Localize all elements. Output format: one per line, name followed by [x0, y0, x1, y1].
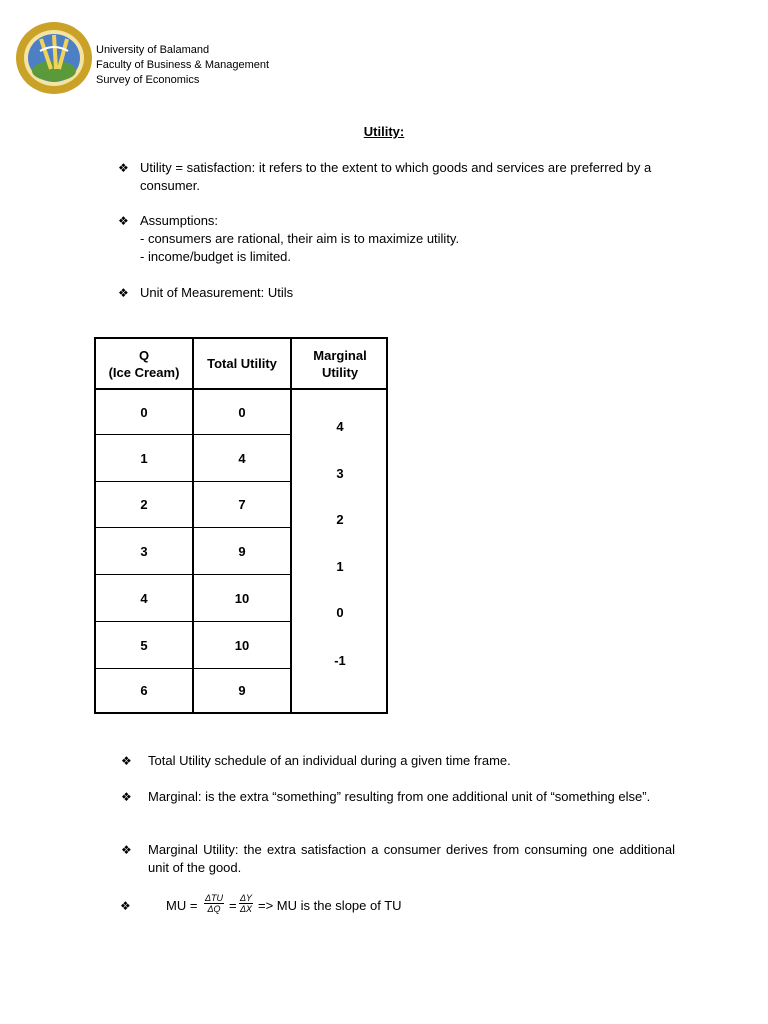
header-text	[96, 43, 269, 88]
fraction-y-over-x	[239, 893, 253, 914]
q-cell: 6	[140, 683, 148, 698]
university-logo	[15, 21, 93, 95]
mu-value: 2	[336, 512, 344, 527]
tu-cell: 10	[234, 637, 250, 653]
mu-formula	[120, 893, 460, 923]
assumption-budget: - income/budget is limited.	[140, 249, 292, 264]
bullet-text: Utility = satisfaction: it refers to the extent to which goods and services are preferred by a consumer.	[140, 160, 652, 193]
header-faculty: Faculty of Business & Management	[96, 59, 270, 71]
header-mu-line2: Utility	[321, 364, 359, 380]
bullet-text: Marginal: is the extra “something” resulting from one additional unit of “something else”.	[148, 789, 651, 804]
tu-cell: 9	[238, 543, 246, 559]
header-mu-line1: Marginal	[313, 347, 367, 363]
formula-equals: =	[229, 898, 237, 913]
bullet-icon: ❖	[120, 899, 131, 913]
header-marginal-utility	[292, 339, 388, 388]
page-title: Utility:	[363, 124, 405, 139]
assumption-rational: - consumers are rational, their aim is to maximize utility.	[140, 231, 460, 246]
mu-value: 1	[336, 559, 344, 574]
mu-value: -1	[334, 653, 346, 668]
header-total-utility: Total Utility	[207, 356, 277, 371]
tu-cell: 9	[238, 683, 246, 698]
fraction-denominator: ΔX	[240, 904, 253, 914]
q-cell: 0	[140, 404, 148, 420]
header-course: Survey of Economics	[96, 74, 200, 86]
header-q	[96, 339, 192, 388]
tu-cell: 7	[238, 497, 246, 512]
header-university: University of Balamand	[96, 44, 210, 56]
bullet-icon: ❖	[118, 286, 129, 300]
bullet-icon: ❖	[118, 161, 129, 175]
tu-cell: 10	[234, 590, 250, 606]
bullet-text: Total Utility schedule of an individual during a given time frame.	[148, 753, 511, 768]
header-q-sublabel: (Ice Cream)	[108, 364, 180, 380]
bullet-icon: ❖	[121, 790, 132, 804]
fraction-denominator: ΔQ	[207, 904, 221, 914]
q-cell: 5	[140, 637, 148, 653]
bullet-text: Unit of Measurement: Utils	[140, 285, 294, 300]
fraction-numerator: ΔY	[240, 893, 253, 903]
q-cell: 4	[140, 590, 148, 606]
bullet-icon: ❖	[121, 754, 132, 768]
tu-cell: 0	[238, 404, 246, 420]
q-cell: 1	[140, 450, 148, 466]
header-q-label: Q	[138, 347, 150, 363]
bullet-text: Marginal Utility: the extra satisfaction a consumer derives from consuming one additional unit of the good.	[148, 842, 675, 875]
mu-value: 4	[336, 419, 344, 434]
utility-table	[94, 337, 388, 714]
bullet-icon: ❖	[118, 214, 129, 228]
mu-value: 3	[336, 466, 344, 481]
formula-prefix: MU =	[166, 898, 198, 913]
bullet-text: Assumptions:	[140, 213, 219, 228]
bullet-icon: ❖	[121, 843, 132, 857]
mu-value: 0	[336, 605, 344, 620]
tu-cell: 4	[238, 450, 246, 466]
q-cell: 2	[140, 497, 148, 512]
formula-suffix: => MU is the slope of TU	[258, 898, 402, 913]
q-cell: 3	[140, 543, 148, 559]
fraction-numerator: ΔTU	[205, 893, 224, 903]
fraction-tu-over-q	[204, 893, 224, 914]
